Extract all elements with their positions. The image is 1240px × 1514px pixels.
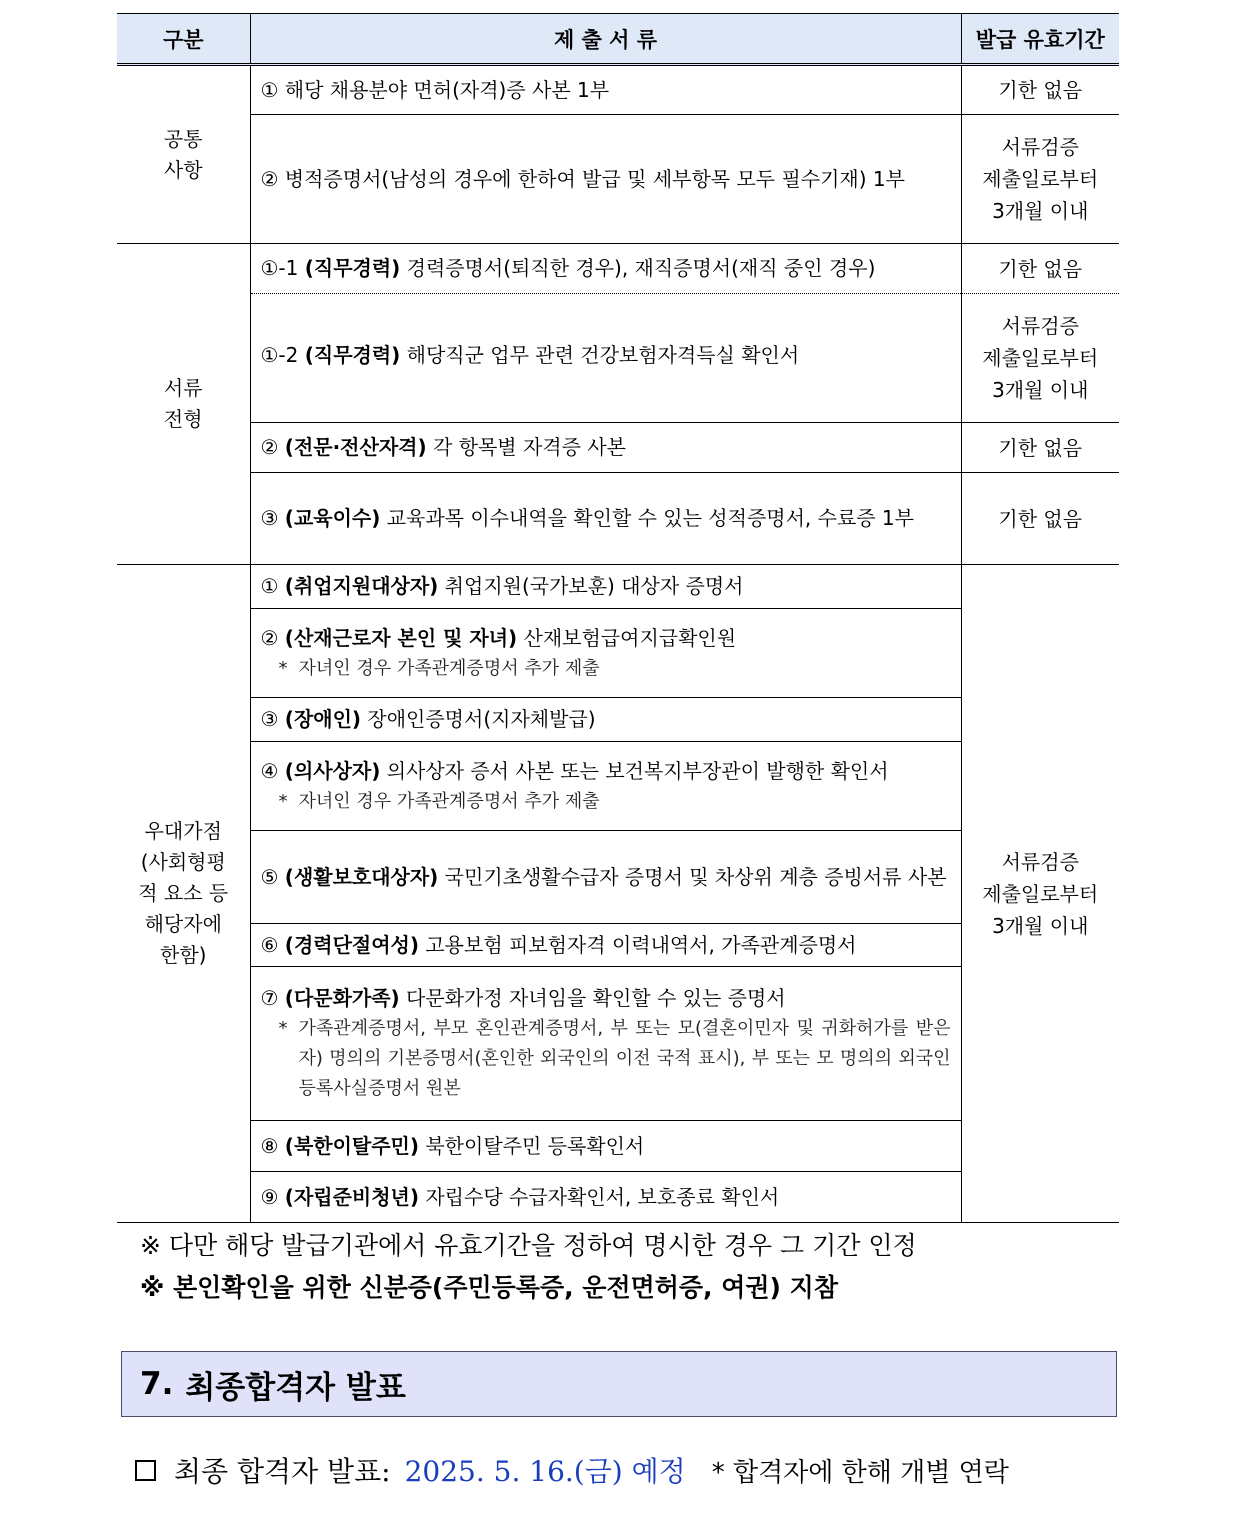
- validity-cell: 서류검증 제출일로부터 3개월 이내: [961, 294, 1119, 423]
- document-requirements-table: [117, 13, 1119, 1223]
- document-cell: ④ (의사상자) 의사상자 증서 사본 또는 보건복지부장관이 발행한 확인서 * 자녀인 경우 가족관계증명서 추가 제출: [250, 742, 961, 831]
- document-cell: ② 병적증명서(남성의 경우에 한하여 발급 및 세부항목 모두 필수기재) 1부: [250, 115, 961, 244]
- document-cell: ② (전문·전산자격) 각 항목별 자격증 사본: [250, 423, 961, 473]
- announcement-label: 최종 합격자 발표:: [174, 1455, 391, 1488]
- notes-block: [140, 1225, 1120, 1309]
- announcement-date: 2025. 5. 16.(금) 예정: [404, 1455, 686, 1488]
- validity-cell: 기한 없음: [961, 473, 1119, 565]
- table-row: [117, 65, 1119, 115]
- section-number: 7.: [140, 1366, 174, 1402]
- document-cell: ⑥ (경력단절여성) 고용보험 피보험자격 이력내역서, 가족관계증명서: [250, 924, 961, 967]
- document-cell: ① 해당 채용분야 면허(자격)증 사본 1부: [250, 65, 961, 115]
- category-preferential-points: 우대가점 (사회형평 적 요소 등 해당자에 한함): [117, 565, 250, 1223]
- category-common: 공통 사항: [117, 65, 250, 244]
- table-row: [117, 115, 1119, 244]
- document-cell: ①-2 (직무경력) 해당직군 업무 관련 건강보험자격득실 확인서: [250, 294, 961, 423]
- note-line: * 자녀인 경우 가족관계증명서 추가 제출: [278, 657, 600, 679]
- document-cell: ⑦ (다문화가족) 다문화가정 자녀임을 확인할 수 있는 증명서 * 가족관계증명서, 부모 혼인관계증명서, 부 또는 모(결혼이민자 및 귀화허가를 받은 자) 명의의 기본증명서(혼인한 외국인의 이전 국적 표시), 부 또는 모 명의의 외국인 등록사실증명서 원본: [250, 967, 961, 1121]
- section-header: [121, 1351, 1117, 1417]
- header-validity: 발급 유효기간: [961, 14, 1119, 65]
- header-documents: 제 출 서 류: [250, 14, 961, 65]
- validity-notice: ※ 다만 해당 발급기관에서 유효기간을 정하여 명시한 경우 그 기간 인정: [140, 1231, 917, 1260]
- document-cell: ③ (교육이수) 교육과목 이수내역을 확인할 수 있는 성적증명서, 수료증 1부: [250, 473, 961, 565]
- note-line: * 자녀인 경우 가족관계증명서 추가 제출: [278, 790, 600, 812]
- validity-cell: 기한 없음: [961, 423, 1119, 473]
- header-category: 구분: [117, 14, 250, 65]
- document-cell: ⑧ (북한이탈주민) 북한이탈주민 등록확인서: [250, 1121, 961, 1172]
- checkbox-square-icon: [135, 1460, 156, 1481]
- table-row: [117, 244, 1119, 294]
- id-notice: ※ 본인확인을 위한 신분증(주민등록증, 운전면허증, 여권) 지참: [140, 1273, 838, 1302]
- document-cell: ⑤ (생활보호대상자) 국민기초생활수급자 증명서 및 차상위 계층 증빙서류 사본: [250, 831, 961, 924]
- document-cell: ① (취업지원대상자) 취업지원(국가보훈) 대상자 증명서: [250, 565, 961, 609]
- table-row: [117, 423, 1119, 473]
- validity-cell: 서류검증 제출일로부터 3개월 이내: [961, 115, 1119, 244]
- table-header-row: [117, 14, 1119, 65]
- validity-cell: 기한 없음: [961, 65, 1119, 115]
- document-cell: ② (산재근로자 본인 및 자녀) 산재보험급여지급확인원 * 자녀인 경우 가족관계증명서 추가 제출: [250, 609, 961, 698]
- category-document-screening: 서류 전형: [117, 244, 250, 565]
- validity-cell-preferential: 서류검증 제출일로부터 3개월 이내: [961, 565, 1119, 1223]
- table-row: [117, 294, 1119, 423]
- document-cell: ③ (장애인) 장애인증명서(지자체발급): [250, 698, 961, 742]
- document-cell: ①-1 (직무경력) 경력증명서(퇴직한 경우), 재직증명서(재직 중인 경우): [250, 244, 961, 294]
- table-row: [117, 565, 1119, 609]
- document-cell: ⑨ (자립준비청년) 자립수당 수급자확인서, 보호종료 확인서: [250, 1172, 961, 1223]
- section-title: 최종합격자 발표: [185, 1369, 406, 1406]
- announcement-line: [135, 1446, 1120, 1494]
- validity-cell: 기한 없음: [961, 244, 1119, 294]
- note-line: * 가족관계증명서, 부모 혼인관계증명서, 부 또는 모(결혼이민자 및 귀화허가를 받은 자) 명의의 기본증명서(혼인한 외국인의 이전 국적 표시), 부 또는 모 명의의 외국인 등록사실증명서 원본: [278, 1018, 951, 1099]
- table-row: [117, 473, 1119, 565]
- announcement-remark: * 합격자에 한해 개별 연락: [711, 1457, 1009, 1488]
